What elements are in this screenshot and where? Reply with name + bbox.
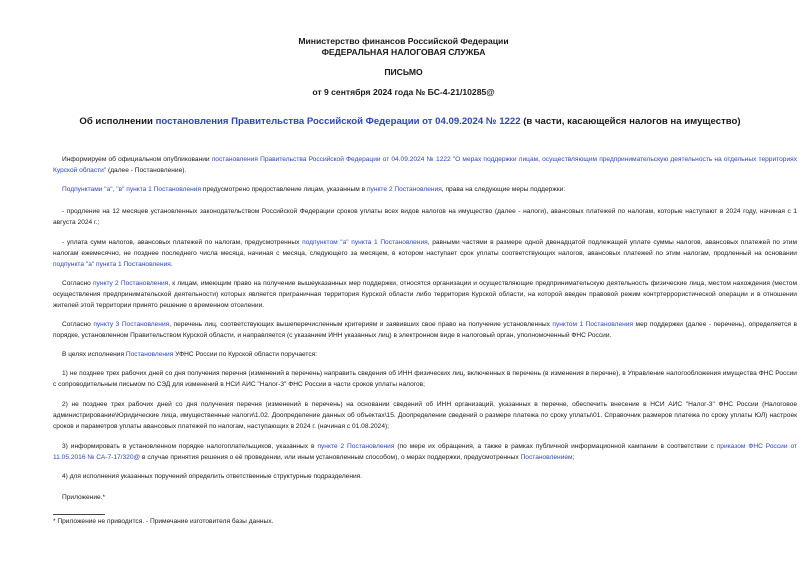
- point-3-link[interactable]: пункту 3 Постановления: [93, 321, 170, 328]
- paragraph-instruction-2: [53, 400, 797, 432]
- doc-type: ПИСЬМО: [384, 67, 423, 77]
- point-2-link[interactable]: пункту 2 Постановления: [92, 280, 169, 287]
- text-segment: Информируем об официальном опубликовании: [62, 156, 212, 163]
- footnote-divider: [53, 514, 105, 515]
- point-2-link[interactable]: пункте 2 Постановления: [366, 186, 442, 193]
- subparagraphs-link[interactable]: Подпунктами "а", "в" пункта 1 Постановления: [62, 186, 202, 193]
- text-segment: (по мере их обращения, а также в рамках публичной информационной кампании в соответствии с: [394, 443, 717, 450]
- paragraph-measures: [53, 185, 797, 196]
- paragraph-list: [53, 320, 797, 342]
- title-suffix: (в части, касающейся налогов на имущество): [520, 116, 741, 127]
- service-name: ФЕДЕРАЛЬНАЯ НАЛОГОВАЯ СЛУЖБА: [321, 47, 486, 57]
- ministry-name: Министерство финансов Российской Федерации: [298, 36, 509, 46]
- order-fns-link[interactable]: приказом ФНС России от 11.05.2016 № СА-7-17/320@: [53, 443, 797, 461]
- text-segment: (далее - Постановление).: [106, 166, 187, 174]
- text-segment: 4) для исполнения указанных поручений определить ответственные структурные подразделения.: [62, 473, 363, 480]
- text-segment: , перечень лиц, соответствующих вышеперечисленным критериям и заявивших свое право на получение установленных: [169, 321, 553, 328]
- paragraph-installments: [53, 238, 797, 270]
- text-segment: Согласно: [62, 321, 94, 328]
- paragraph-instruction-3: [53, 442, 797, 464]
- resolution-instrumental-link[interactable]: Постановлением: [520, 453, 573, 461]
- text-segment: В целях исполнения: [62, 351, 126, 358]
- text-segment: УФНС России по Курской области поручается:: [173, 351, 318, 358]
- subparagraph-a-link[interactable]: подпунктом "а" пункта 1 Постановления: [302, 239, 428, 246]
- footnote: * Приложение не приводится. - Примечание изготовителя базы данных.: [53, 518, 274, 525]
- text-segment: 1) не позднее трех рабочих дней со дня получения перечня (изменений в перечень) направить сведения об ИНН физических лиц, включенных в перечень (в изменения в перечне), в Управление налогообложения имущества ФНС России с сопроводительным письмом по СЭД для изменений в НСИ АИС "Налог-3" ФНС России в части сроков уплаты налогов;: [53, 370, 797, 388]
- doc-date-number: от 9 сентября 2024 года № БС-4-21/10285@: [312, 87, 495, 97]
- document-title: [20, 116, 800, 128]
- text-segment: 2) не позднее трех рабочих дней со дня получения перечня (изменений в перечень) на основании сведений об ИНН организаций, указанных в перечне, обеспечить внесение в НСИ АИС "Налог-3" ФНС России (Налоговое администрирование\Юридические лица, имущественные налоги\1.02. Доопределение данных об объектах\15. Доопределение сведений о размере платежа по сроку уплаты\01. Справочник размеров платежа по сроку уплаты ЮЛ) настроек сроков и параметров уплаты авансовых платежей по налогам, наступающих в 2024 г. (начиная с 01.08.2024);: [53, 401, 797, 430]
- text-segment: в случае принятия решения о её проведении, или иным установленным способом), о мерах поддержки, предусмотренных: [140, 453, 521, 461]
- paragraph-eligible-persons: [53, 279, 797, 311]
- paragraph-instruction-4: [62, 472, 797, 483]
- resolution-short-link[interactable]: Постановления: [125, 351, 174, 358]
- text-segment: , права на следующие меры поддержки:: [441, 186, 566, 193]
- text-segment: Согласно: [62, 280, 93, 287]
- text-segment: - уплата сумм налогов, авансовых платежей по налогам, предусмотренных: [62, 239, 303, 246]
- title-prefix: Об исполнении: [79, 116, 156, 127]
- text-segment: - продление на 12 месяцев установленных законодательством Российской Федерации сроков уплаты всех видов налогов на имущество (далее - налоги), авансовых платежей по налогам, которые наступают в 2024 году, начиная с 1 августа 2024 г.;: [53, 208, 797, 226]
- paragraph-attachment: [62, 493, 797, 504]
- text-segment: предусмотрено предоставление лицам, указанным в: [201, 186, 367, 193]
- title-resolution-link[interactable]: постановления Правительства Российской Федерации от 04.09.2024 № 1222: [155, 116, 521, 127]
- paragraph-extension: [53, 207, 797, 229]
- text-segment: мер поддержки (далее - перечень), определяется в порядке, установленном Правительством Курской области, и направляется (с указанием ИНН указанных лиц) в электронном виде в налоговый орган, уполномоченный ФНС России.: [53, 321, 797, 339]
- point-2-link[interactable]: пункте 2 Постановления: [317, 443, 395, 450]
- text-segment: , к лицам, имеющим право на получение вышеуказанных мер поддержки, относятся организации и осуществляющие предпринимательскую деятельность физические лица, местом нахождения (местом осуществления предпринимательской деятельности) которых является приграничная территория Курской области либо территория Курской области, на которой введен правовой режим контртеррористической операции и в отношении жителей этой территории принято решение о временном отселении.: [53, 280, 797, 309]
- text-segment: ;: [572, 453, 575, 461]
- text-segment: 3) информировать в установленном порядке налогоплательщиков, указанных в: [62, 443, 318, 450]
- paragraph-instruction-1: [53, 369, 797, 391]
- text-segment: , равными частями в размере одной двенадцатой подлежащей уплате суммы налогов, авансовых платежей по этим налогам ежемесячно, не позднее последнего числа месяца, начиная с месяца, следующего за месяцем, в котором наступает срок уплаты соответствующих налогов, авансовых платежей по этим налогам, продленный на основании: [53, 239, 797, 257]
- subparagraph-a-link-2[interactable]: подпункта "а" пункта 1 Постановления: [53, 260, 171, 268]
- resolution-link[interactable]: постановления Правительства Российской Федерации от 04.09.2024 № 1222 "О мерах поддержки лицам, осуществляющим предпринимательскую деятельность на отдельных территориях Курской области": [53, 156, 797, 174]
- paragraph-instructions-intro: [62, 350, 797, 361]
- point-1-link[interactable]: пунктом 1 Постановления: [552, 321, 634, 328]
- text-segment: Приложение.*: [62, 494, 106, 501]
- text-segment: .: [170, 260, 173, 268]
- paragraph-intro: [53, 155, 797, 177]
